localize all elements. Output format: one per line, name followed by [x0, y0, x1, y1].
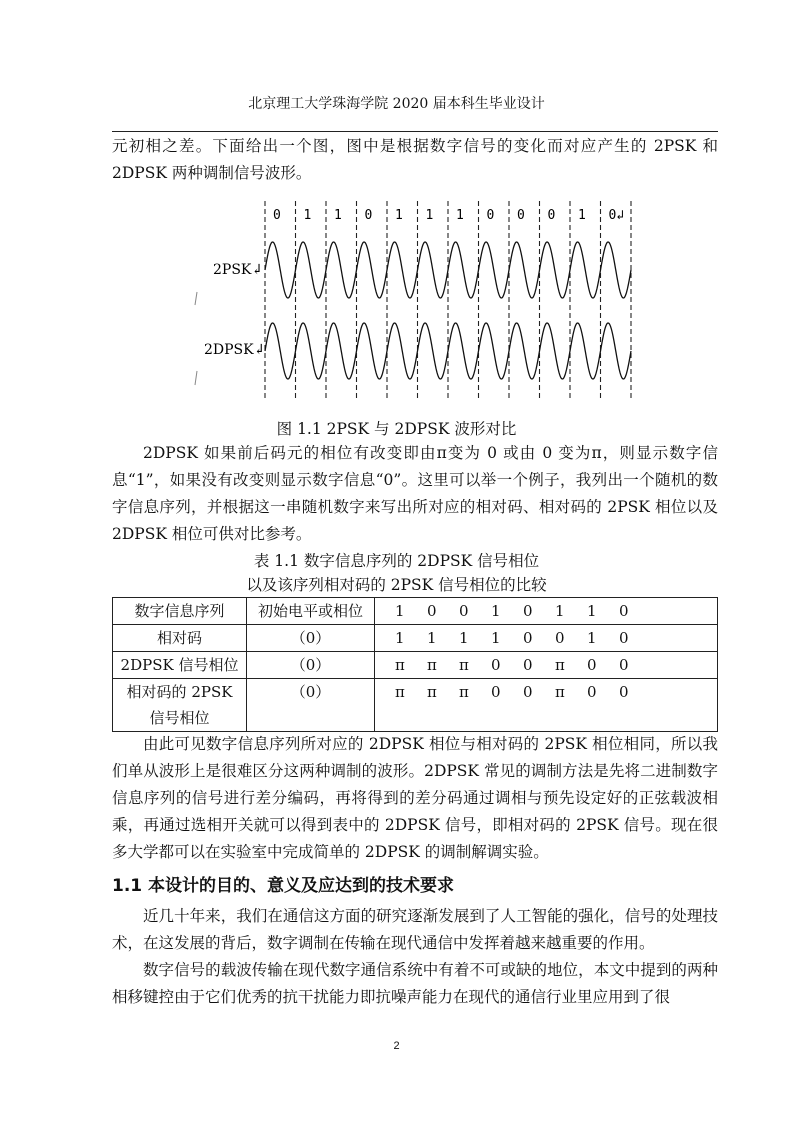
row-values [375, 625, 718, 652]
paragraph-background: 近几十年来，我们在通信这方面的研究逐渐发展到了人工智能的强化，信号的处理技术，在这发展的背后，数字调制在传输在现代通信中发挥着越来越重要的作用。 [112, 907, 718, 952]
section-heading: 1.1 本设计的目的、意义及应达到的技术要求 [112, 876, 455, 896]
table-cell: π [395, 656, 405, 674]
bit-label: 0 [273, 208, 281, 223]
bit-label: 0 [486, 208, 495, 223]
header-rule [112, 131, 718, 132]
bit-label: 0 [547, 208, 556, 223]
row-values [375, 598, 718, 625]
table-cell: 0 [459, 602, 469, 620]
bit-label: 0↲ [608, 208, 625, 223]
table-cell: 1 [587, 629, 597, 647]
bit-label: 1 [425, 208, 434, 223]
table-cell: 0 [619, 656, 629, 674]
table-cell: π [427, 656, 437, 674]
table-cell: 0 [619, 683, 629, 701]
table-cell: 0 [619, 629, 629, 647]
paragraph-analysis: 由此可见数字信息序列所对应的 2DPSK 相位与相对码的 2PSK 相位相同，所以我们单从波形上是很难区分这两种调制的波形。2DPSK 常见的调制方法是先将二进制数字信息序列的信号进行差分编码，再将得到的差分码通过调相与预先设定好的正弦载波相乘，再通过选相开关就可以得到表中的 2DPSK 信号，即相对码的 2PSK 信号。现在很多大学都可以在实验室中完成简单的 2DPSK 的调制解调实验。 [112, 735, 718, 861]
bit-label: 1 [334, 208, 342, 223]
table-cell: 0 [523, 602, 533, 620]
table-cell: 0 [523, 683, 533, 701]
bit-label: 1 [456, 208, 464, 223]
table-cell: 0 [587, 656, 597, 674]
table-cell: π [555, 656, 565, 674]
row-label: 2DPSK 信号相位 [113, 652, 247, 679]
table-row [113, 598, 718, 625]
phase-comparison-table [112, 597, 718, 732]
row-init: （0） [247, 679, 375, 732]
table-cell: 0 [587, 683, 597, 701]
row-values [375, 679, 718, 732]
table-cell: 1 [395, 602, 405, 620]
table-cell: π [459, 656, 469, 674]
table-cell: 0 [523, 629, 533, 647]
bit-dividers [265, 201, 631, 400]
paragraph-psk-importance: 数字信号的载波传输在现代数字通信系统中有着不可或缺的地位，本文中提到的两种相移键控由于它们优秀的抗干扰能力即抗噪声能力在现代的通信行业里应用到了很 [112, 961, 718, 1006]
table-cell: 0 [427, 602, 437, 620]
table-caption-line2: 以及该序列相对码的 2PSK 信号相位的比较 [246, 576, 547, 594]
row-label: 数字信息序列 [113, 598, 247, 625]
table-cell: 0 [523, 656, 533, 674]
bit-label: 1 [578, 208, 586, 223]
bit-label: 1 [303, 208, 312, 223]
bit-label: 1 [395, 208, 403, 223]
table-cell: π [555, 683, 565, 701]
table-cell: 1 [587, 602, 597, 620]
table-cell: π [427, 683, 437, 701]
row-init: 初始电平或相位 [247, 598, 375, 625]
table-cell: 0 [491, 656, 501, 674]
waveform-figure [193, 197, 633, 402]
paragraph-2dpsk-explanation: 2DPSK 如果前后码元的相位有改变即由π变为 0 或由 0 变为π，则显示数字信息“1”，如果没有改变则显示数字信息“0”。这里可以举一个例子，我列出一个随机的数字信息序列，并根据这一串随机数字来写出所对应的相对码、相对码的 2PSK 相位以及 2DPSK 相位可供对比参考。 [112, 444, 718, 543]
label-2psk: 2PSK↲ [213, 262, 264, 278]
table-row [113, 679, 718, 732]
page-number: 2 [393, 1040, 400, 1052]
edge-mark-top [195, 292, 197, 305]
bit-label: 0 [517, 208, 525, 223]
table-cell: 1 [395, 629, 405, 647]
row-init: （0） [247, 652, 375, 679]
table-cell: π [395, 683, 405, 701]
table-cell: 1 [427, 629, 437, 647]
table-cell: 1 [555, 602, 565, 620]
table-cell: 1 [491, 629, 501, 647]
paragraph-intro: 元初相之差。下面给出一个图，图中是根据数字信号的变化而对应产生的 2PSK 和 2DPSK 两种调制信号波形。 [112, 137, 718, 182]
page-header: 北京理工大学珠海学院 2020 届本科生毕业设计 [248, 96, 545, 112]
table-cell: π [459, 683, 469, 701]
row-label: 相对码的 2PSK 信号相位 [113, 679, 247, 732]
edge-mark-bottom [195, 371, 197, 385]
table-cell: 0 [619, 602, 629, 620]
table-cell: 0 [555, 629, 565, 647]
table-cell: 1 [459, 629, 469, 647]
figure-caption: 图 1.1 2PSK 与 2DPSK 波形对比 [276, 420, 517, 438]
table-caption-line1: 表 1.1 数字信息序列的 2DPSK 信号相位 [253, 552, 540, 570]
table-cell: 1 [491, 602, 501, 620]
row-label: 相对码 [113, 625, 247, 652]
table-cell: 0 [491, 683, 501, 701]
table-row [113, 625, 718, 652]
bit-label: 0 [364, 208, 373, 223]
row-init: （0） [247, 625, 375, 652]
table-row [113, 652, 718, 679]
label-2dpsk: 2DPSK↲ [204, 342, 266, 358]
row-values [375, 652, 718, 679]
